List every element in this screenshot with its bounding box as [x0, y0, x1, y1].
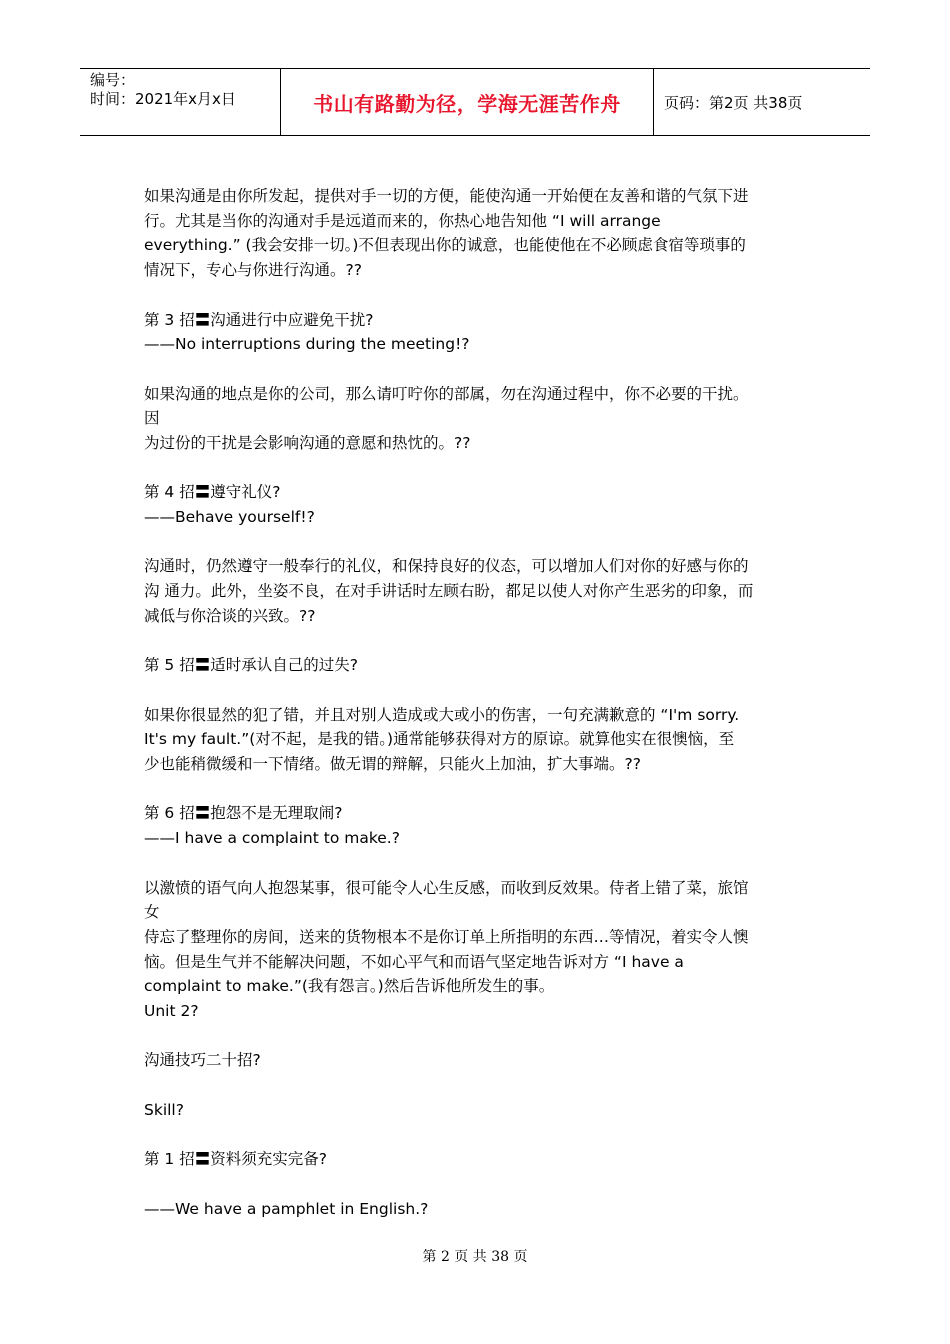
text-line: 侍忘了整理你的房间，送来的货物根本不是你订单上所指明的东西…等情况，着实令人懊 [144, 927, 749, 946]
blank-line [144, 530, 809, 555]
number-label: 编号： [90, 71, 136, 89]
header-meta [80, 69, 281, 135]
text-line: 如果你很显然的犯了错，并且对别人造成或大或小的伤害，一句充满歉意的 “I'm sorry. [144, 705, 740, 724]
page-footer [0, 1246, 950, 1266]
blank-line [144, 1073, 809, 1098]
text-line: 行。尤其是当你的沟通对手是远道而来的，你热心地告知他 “I will arrange [144, 211, 661, 230]
text-line: 第 4 招〓遵守礼仪? [144, 483, 281, 502]
blank-line [144, 851, 809, 876]
blank-line [144, 1172, 809, 1197]
blank-line [144, 283, 809, 308]
blank-line [144, 629, 809, 654]
text-line: 如果沟通是由你所发起，提供对手一切的方便，能使沟通一开始便在友善和谐的气氛下进 [144, 187, 749, 205]
text-line: ——We have a pamphlet in English.? [144, 1199, 429, 1218]
text-line: ——I have a complaint to make.? [144, 829, 400, 848]
text-line: ——Behave yourself!? [144, 508, 315, 527]
text-line: 女 [144, 903, 160, 922]
text-line: 第 6 招〓抱怨不是无理取闹? [144, 804, 343, 823]
blank-line [144, 1024, 809, 1049]
time-label: 时间：2021年x月x日 [90, 90, 236, 108]
text-line: 少也能稍微缓和一下情绪。做无谓的辩解，只能火上加油，扩大事端。?? [144, 755, 641, 774]
text-line: 第 3 招〓沟通进行中应避免干扰? [144, 310, 374, 329]
text-line: 恼。但是生气并不能解决问题，不如心平气和而语气坚定地告诉对方 “I have a [144, 952, 684, 971]
text-line: Unit 2? [144, 1002, 199, 1021]
text-line: 第 1 招〓资料须充实完备? [144, 1150, 327, 1169]
text-line: 第 5 招〓适时承认自己的过失? [144, 656, 358, 675]
header-motto [281, 69, 654, 135]
text-line: ——No interruptions during the meeting!? [144, 335, 470, 354]
text-line: 情况下，专心与你进行沟通。?? [144, 261, 362, 280]
page-info-text: 页码：第2页 共38页 [664, 93, 803, 112]
text-line: 沟通时，仍然遵守一般奉行的礼仪，和保持良好的仪态，可以增加人们对你的好感与你的 [144, 557, 749, 576]
text-line: Skill? [144, 1100, 184, 1119]
text-line: everything.” (我会安排一切。)不但表现出你的诚意，也能使他在不必顾虑食宿等琐事的 [144, 236, 746, 255]
text-line: 因 [144, 409, 160, 428]
blank-line [144, 1123, 809, 1148]
blank-line [144, 456, 809, 481]
text-line: 以激愤的语气向人抱怨某事，很可能令人心生反感，而收到反效果。侍者上错了菜，旅馆 [144, 878, 749, 897]
footer-page-number: 第 2 页 共 38 页 [422, 1249, 528, 1265]
header-page-info [654, 69, 870, 135]
text-line: 如果沟通的地点是你的公司，那么请叮咛你的部属，勿在沟通过程中，你不必要的干扰。 [144, 384, 749, 403]
document-body [144, 184, 809, 1221]
page-header [80, 68, 870, 136]
text-line: It's my fault.”(对不起，是我的错。)通常能够获得对方的原谅。就算他实在很懊恼，至 [144, 730, 735, 749]
text-line: 沟通技巧二十招? [144, 1051, 261, 1070]
text-line: 沟 通力。此外，坐姿不良，在对手讲话时左顾右盼，都足以使人对你产生恶劣的印象，而 [144, 582, 754, 601]
text-line: 减低与你洽谈的兴致。?? [144, 606, 316, 625]
blank-line [144, 678, 809, 703]
text-line: 为过份的干扰是会影响沟通的意愿和热忱的。?? [144, 434, 471, 452]
text-line: complaint to make.”(我有怨言。)然后告诉他所发生的事。 [144, 977, 555, 996]
blank-line [144, 777, 809, 802]
motto-text: 书山有路勤为径，学海无涯苦作舟 [313, 91, 621, 116]
blank-line [144, 357, 809, 382]
